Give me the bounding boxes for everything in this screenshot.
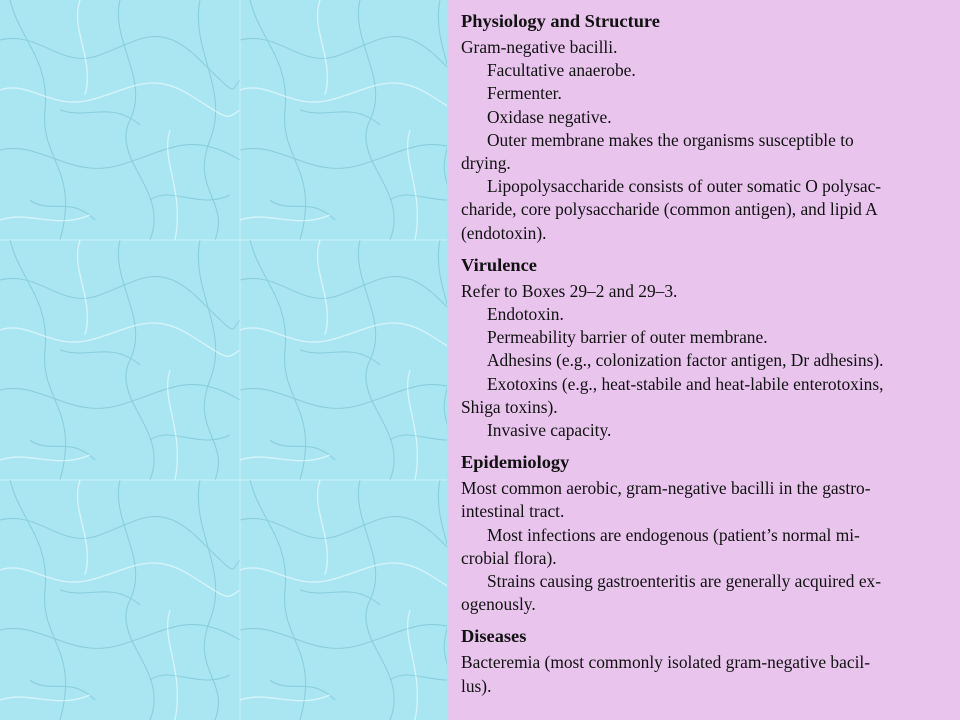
text-line: Lipopolysaccharide consists of outer somatic O polysac- [487,176,882,197]
text-line: Most infections are endogenous (patient’s normal mi- [487,524,860,545]
text-line: lus). [461,675,492,696]
text-line: Facultative anaerobe. [487,60,636,81]
text-line: Invasive capacity. [487,420,612,441]
text-line: Strains causing gastroenteritis are generally acquired ex- [487,571,882,592]
text-line: Permeability barrier of outer membrane. [487,327,768,348]
text-line: (endotoxin). [461,222,547,243]
heading-virulence: Virulence [461,254,537,275]
section-diseases [461,625,946,697]
text-line: Refer to Boxes 29–2 and 29–3. [461,280,678,301]
section-epidemiology [461,451,946,616]
heading-epidemiology: Epidemiology [461,452,570,473]
section-virulence [461,254,946,442]
text-line: Outer membrane makes the organisms susceptible to [487,129,854,150]
text-line: Adhesins (e.g., colonization factor antigen, Dr adhesins). [487,350,884,371]
text-line: Exotoxins (e.g., heat-stabile and heat-labile enterotoxins, [487,373,884,394]
text-line: Fermenter. [487,83,562,104]
heading-physiology: Physiology and Structure [461,11,660,31]
text-line: charide, core polysaccharide (common antigen), and lipid A [461,199,878,220]
text-line: Gram-negative bacilli. [461,37,618,57]
text-line: Most common aerobic, gram-negative bacilli in the gastro- [461,478,871,499]
text-line: intestinal tract. [461,501,565,522]
text-line: ogenously. [461,594,536,615]
heading-diseases: Diseases [461,626,527,647]
text-line: Bacteremia (most commonly isolated gram-negative bacil- [461,652,871,673]
text-line: Endotoxin. [487,304,564,325]
text-panel [447,0,960,720]
text-line: Oxidase negative. [487,106,612,127]
text-line: Shiga toxins). [461,396,558,417]
section-physiology [461,10,946,245]
text-line: crobial flora). [461,547,557,568]
text-line: drying. [461,153,511,174]
